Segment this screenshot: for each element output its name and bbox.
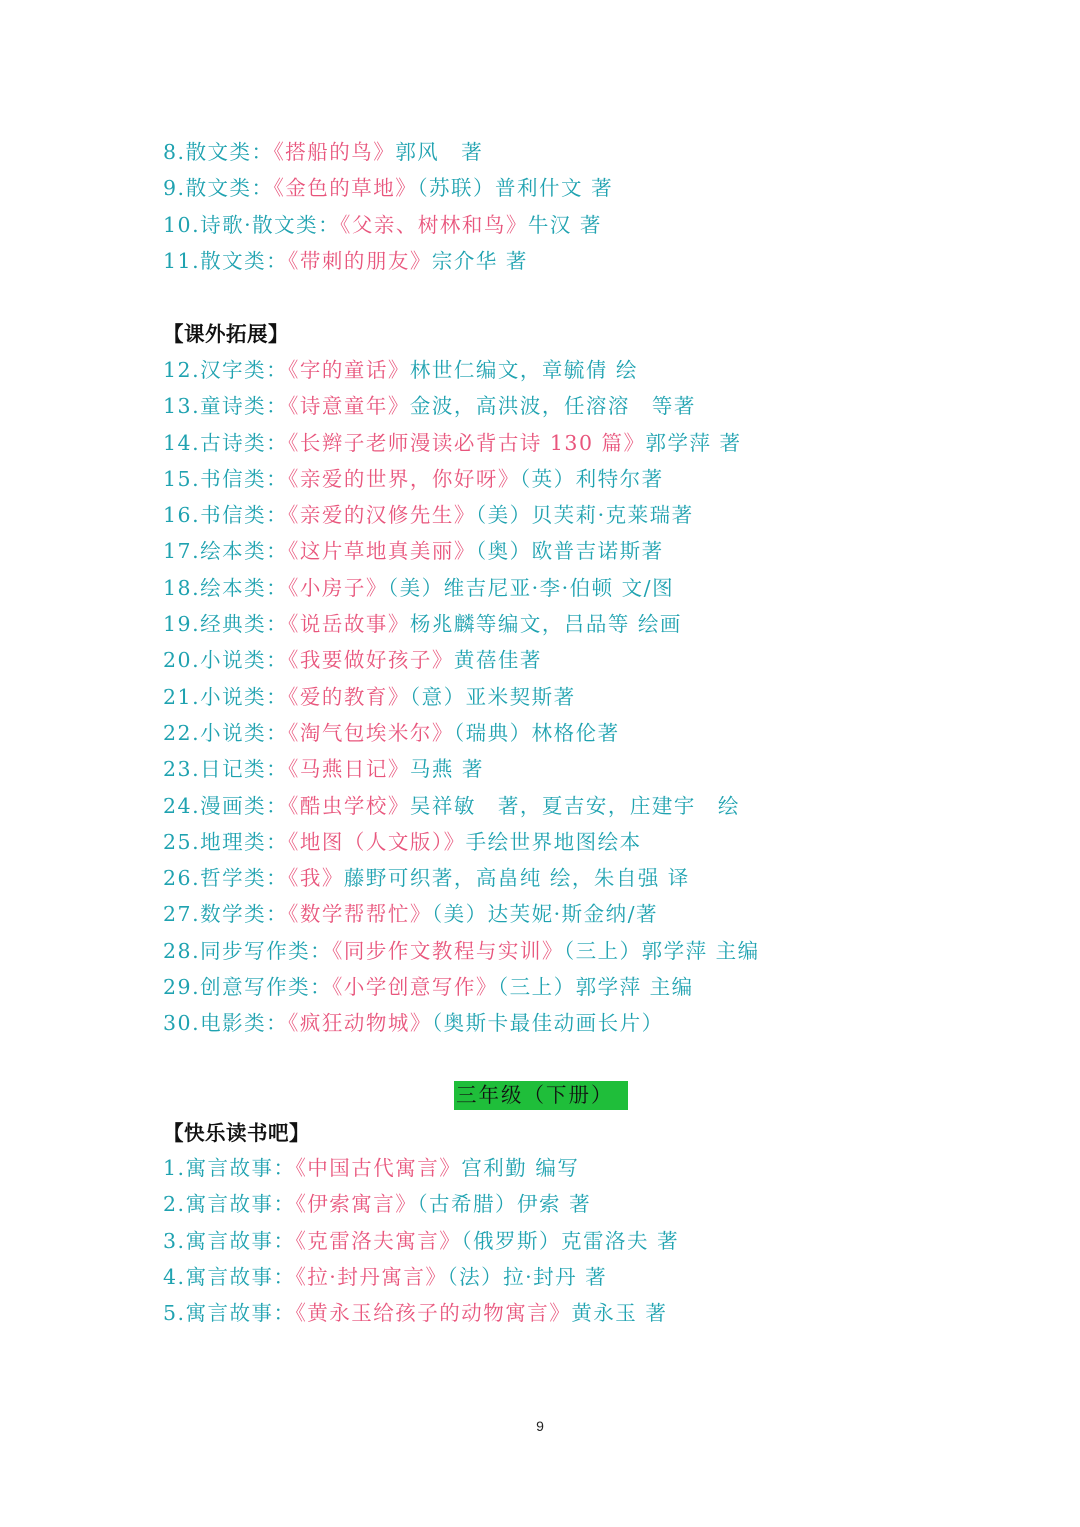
book-category: 小说类：: [200, 648, 289, 673]
book-author: 金波，高洪波，任溶溶 等著: [409, 394, 696, 419]
book-category: 寓言故事：: [185, 1301, 296, 1326]
book-title: 《字的童话》: [288, 358, 410, 382]
book-category: 小说类：: [200, 684, 289, 709]
book-author: （古希腊）伊索 著: [417, 1192, 592, 1217]
book-title: 《我要做好孩子》: [288, 648, 454, 673]
book-title: 《同步作文教程与实训》: [332, 938, 564, 963]
book-entry: [163, 788, 760, 824]
book-number: 5.: [163, 1301, 186, 1326]
book-entry: [163, 170, 613, 206]
book-category: 散文类：: [185, 140, 274, 164]
book-title: 《这片草地真美丽》: [288, 539, 476, 564]
book-category: 创意写作类：: [200, 975, 333, 1000]
book-author: （奥）欧普吉诺斯著: [475, 539, 664, 564]
book-number: 16.: [163, 503, 201, 528]
page-number: 9: [536, 1418, 544, 1434]
book-category: 经典类：: [200, 612, 289, 637]
book-title: 《亲爱的汉修先生》: [288, 503, 476, 528]
book-title: 《父亲、树林和鸟》: [340, 212, 528, 237]
section-heading-happy-reading: 【快乐读书吧】: [163, 1121, 310, 1145]
book-author: 宗介华 著: [431, 248, 528, 273]
book-title: 《马燕日记》: [288, 757, 410, 782]
book-entry: [163, 715, 760, 751]
book-category: 漫画类：: [200, 793, 289, 818]
book-category: 绘本类：: [200, 575, 289, 600]
book-entry: [163, 969, 760, 1005]
reading-list-happy-reading: [163, 1150, 679, 1331]
book-number: 12.: [163, 358, 201, 382]
book-entry: [163, 1259, 679, 1295]
book-author: 林世仁编文，章毓倩 绘: [409, 358, 638, 382]
book-author: （俄罗斯）克雷洛夫 著: [461, 1228, 680, 1253]
book-entry: [163, 425, 760, 461]
book-number: 3.: [163, 1228, 186, 1253]
book-entry: [163, 1186, 679, 1222]
book-title: 《拉·封丹寓言》: [295, 1264, 448, 1289]
book-entry: [163, 533, 760, 569]
book-entry: [163, 243, 613, 279]
book-category: 寓言故事：: [185, 1228, 296, 1253]
book-category: 散文类：: [185, 176, 274, 201]
book-title: 《诗意童年》: [288, 394, 410, 419]
book-author: （意）亚米契斯著: [409, 684, 576, 709]
book-category: 童诗类：: [200, 394, 289, 419]
book-title: 《带刺的朋友》: [288, 248, 432, 273]
book-number: 14.: [163, 430, 201, 455]
book-category: 寓言故事：: [185, 1156, 296, 1180]
book-number: 8.: [163, 140, 186, 164]
book-number: 20.: [163, 648, 201, 673]
book-author: 马燕 著: [409, 757, 484, 782]
book-entry: [163, 1223, 679, 1259]
book-author: （美）达芙妮·斯金纳/著: [431, 902, 659, 927]
book-title: 《小学创意写作》: [332, 975, 498, 1000]
book-title: 《伊索寓言》: [295, 1192, 418, 1217]
book-category: 数学类：: [200, 902, 289, 927]
book-number: 4.: [163, 1264, 186, 1289]
book-entry: [163, 1005, 760, 1041]
book-category: 汉字类：: [200, 358, 289, 382]
book-author: 杨兆麟等编文，吕品等 绘画: [409, 612, 682, 637]
book-title: 《黄永玉给孩子的动物寓言》: [295, 1301, 572, 1326]
book-author: 郭学萍 著: [645, 430, 742, 455]
book-title: 《酷虫学校》: [288, 793, 410, 818]
book-title: 《克雷洛夫寓言》: [295, 1228, 462, 1253]
book-number: 2.: [163, 1192, 186, 1217]
book-title: 《数学帮帮忙》: [288, 902, 432, 927]
book-category: 古诗类：: [200, 430, 289, 455]
book-category: 同步写作类：: [200, 938, 333, 963]
book-category: 小说类：: [200, 720, 289, 745]
book-title: 《疯狂动物城》: [288, 1011, 432, 1036]
book-number: 30.: [163, 1011, 201, 1036]
book-entry: [163, 497, 760, 533]
book-author: 黄蓓佳著: [453, 648, 542, 673]
book-entry: [163, 1295, 679, 1331]
book-category: 地理类：: [200, 829, 289, 854]
book-entry: [163, 896, 760, 932]
reading-list-extracurricular: [163, 352, 760, 1042]
book-category: 日记类：: [200, 757, 289, 782]
book-number: 21.: [163, 684, 201, 709]
book-entry: [163, 461, 760, 497]
book-category: 散文类：: [200, 248, 289, 273]
book-number: 11.: [163, 248, 201, 273]
reading-list-part1: [163, 134, 613, 279]
book-number: 28.: [163, 938, 201, 963]
book-title: 《亲爱的世界，你好呀》: [288, 466, 520, 491]
book-title: 《我》: [288, 866, 344, 891]
book-author: 宫利勤 编写: [461, 1156, 580, 1180]
book-category: 寓言故事：: [185, 1192, 296, 1217]
book-entry: [163, 134, 613, 170]
book-entry: [163, 207, 613, 243]
book-author: 牛汉 著: [527, 212, 602, 237]
book-number: 23.: [163, 757, 201, 782]
book-title: 《地图（人文版）》: [288, 829, 466, 854]
book-author: 手绘世界地图绘本: [465, 829, 642, 854]
book-entry: [163, 824, 760, 860]
book-entry: [163, 1150, 679, 1186]
book-title: 《金色的草地》: [273, 176, 418, 201]
book-number: 25.: [163, 829, 201, 854]
book-author: （美）维吉尼亚·李·伯顿 文/图: [387, 575, 675, 600]
book-category: 诗歌·散文类：: [200, 212, 341, 237]
grade-banner: 三年级（下册）: [454, 1081, 628, 1110]
book-number: 17.: [163, 539, 201, 564]
book-category: 寓言故事：: [185, 1264, 296, 1289]
book-author: （三上）郭学萍 主编: [497, 975, 694, 1000]
book-number: 18.: [163, 575, 201, 600]
book-number: 27.: [163, 902, 201, 927]
section-heading-extracurricular: 【课外拓展】: [163, 322, 289, 346]
book-entry: [163, 933, 760, 969]
book-entry: [163, 352, 760, 388]
book-number: 24.: [163, 793, 201, 818]
book-title: 《淘气包埃米尔》: [288, 720, 454, 745]
book-entry: [163, 606, 760, 642]
book-number: 15.: [163, 466, 201, 491]
book-number: 19.: [163, 612, 201, 637]
book-category: 绘本类：: [200, 539, 289, 564]
book-entry: [163, 570, 760, 606]
book-author: 黄永玉 著: [571, 1301, 668, 1326]
book-author: （瑞典）林格伦著: [453, 720, 620, 745]
book-title: 《搭船的鸟》: [273, 140, 396, 164]
book-entry: [163, 388, 760, 424]
book-number: 29.: [163, 975, 201, 1000]
book-author: 吴祥敏 著，夏吉安，庄建宇 绘: [409, 793, 740, 818]
book-author: （法）拉·封丹 著: [447, 1264, 608, 1289]
book-author: 藤野可织著，高畠纯 绘，朱自强 译: [343, 866, 690, 891]
book-entry: [163, 642, 760, 678]
book-author: （奥斯卡最佳动画长片）: [431, 1011, 664, 1036]
book-number: 22.: [163, 720, 201, 745]
book-number: 13.: [163, 394, 201, 419]
book-title: 《小房子》: [288, 575, 388, 600]
book-category: 哲学类：: [200, 866, 289, 891]
book-author: （美）贝芙莉·克莱瑞著: [475, 503, 694, 528]
book-author: （三上）郭学萍 主编: [563, 938, 760, 963]
book-author: 郭风 著: [395, 140, 484, 164]
book-number: 10.: [163, 212, 201, 237]
book-entry: [163, 679, 760, 715]
book-title: 《长辫子老师漫读必背古诗 130 篇》: [288, 430, 646, 455]
book-entry: [163, 751, 760, 787]
book-author: （英）利特尔著: [519, 466, 664, 491]
book-category: 电影类：: [200, 1011, 289, 1036]
book-number: 26.: [163, 866, 201, 891]
book-author: （苏联）普利什文 著: [417, 176, 614, 201]
book-title: 《中国古代寓言》: [295, 1156, 462, 1180]
book-category: 书信类：: [200, 466, 289, 491]
book-entry: [163, 860, 760, 896]
book-category: 书信类：: [200, 503, 289, 528]
book-title: 《说岳故事》: [288, 612, 410, 637]
book-number: 1.: [163, 1156, 186, 1180]
book-number: 9.: [163, 176, 186, 201]
book-title: 《爱的教育》: [288, 684, 410, 709]
